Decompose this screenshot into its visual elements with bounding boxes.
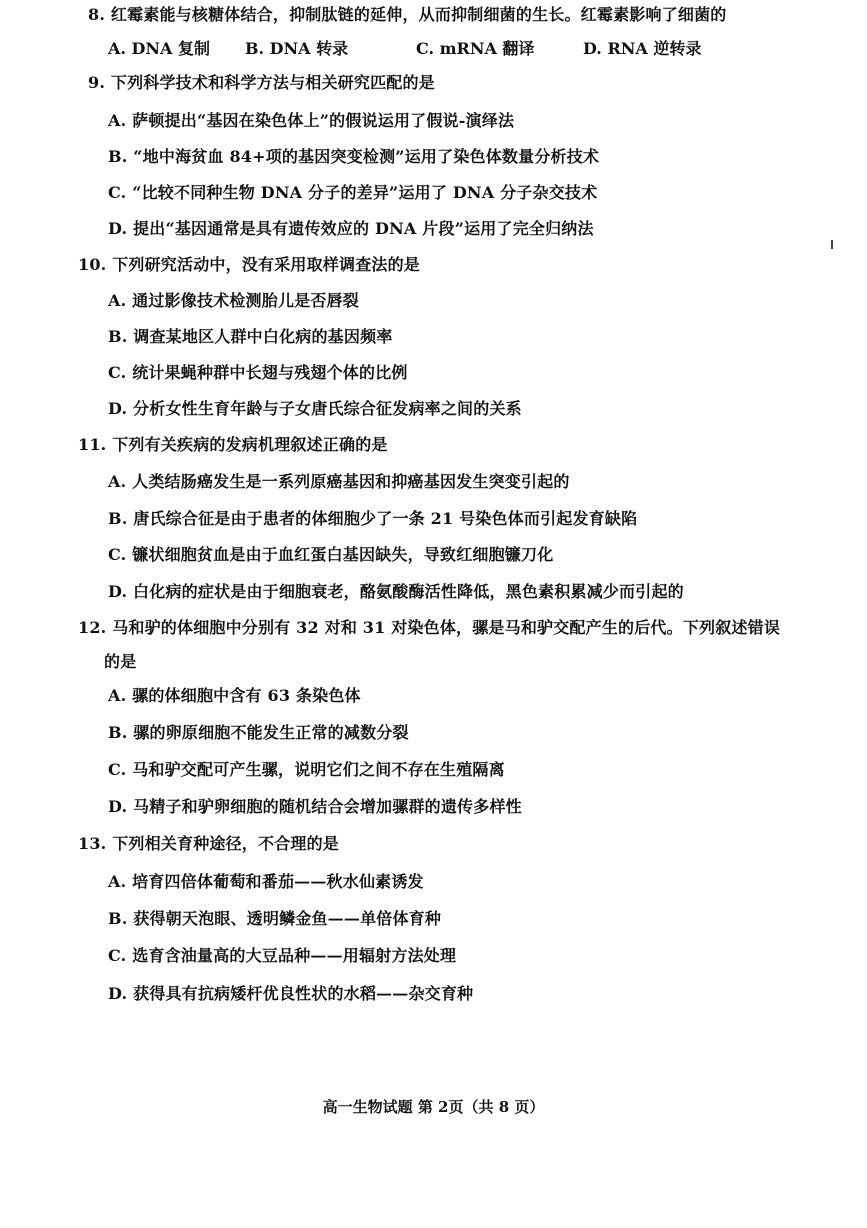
question-11-option-c: C. 镰状细胞贫血是由于血红蛋白基因缺失，导致红细胞镰刀化 — [108, 545, 554, 564]
question-8-option-c: C. mRNA 翻译 — [416, 39, 535, 58]
question-8-option-d: D. RNA 逆转录 — [583, 39, 702, 58]
question-10-option-c: C. 统计果蝇种群中长翅与残翅个体的比例 — [108, 363, 408, 382]
question-12-option-b: B. 骡的卵原细胞不能发生正常的减数分裂 — [108, 723, 409, 742]
question-10-option-b: B. 调查某地区人群中白化病的基因频率 — [108, 327, 393, 346]
question-11-option-b: B. 唐氏综合征是由于患者的体细胞少了一条 21 号染色体而引起发育缺陷 — [108, 509, 638, 528]
question-11-option-d: D. 白化病的症状是由于细胞衰老，酪氨酸酶活性降低，黑色素积累减少而引起的 — [108, 582, 684, 601]
question-8-option-b: B. DNA 转录 — [245, 39, 349, 58]
question-11-option-a: A. 人类结肠癌发生是一系列原癌基因和抑癌基因发生突变引起的 — [108, 472, 570, 491]
question-13-option-d: D. 获得具有抗病矮杆优良性状的水稻——杂交育种 — [108, 984, 474, 1003]
question-9-option-c: C. “比较不同种生物 DNA 分子的差异”运用了 DNA 分子杂交技术 — [108, 183, 598, 202]
question-12-option-d: D. 马精子和驴卵细胞的随机结合会增加骡群的遗传多样性 — [108, 797, 522, 816]
question-9-option-d: D. 提出“基因通常是具有遗传效应的 DNA 片段”运用了完全归纳法 — [108, 219, 594, 238]
question-8-stem: 8. 红霉素能与核糖体结合，抑制肽链的延伸，从而抑制细菌的生长。红霉素影响了细菌的 — [88, 5, 727, 24]
question-9-stem: 9. 下列科学技术和科学方法与相关研究匹配的是 — [88, 73, 435, 92]
page-footer: 高一生物试题 第 2页（共 8 页） — [322, 1098, 545, 1116]
question-12-stem: 12. 马和驴的体细胞中分别有 32 对和 31 对染色体，骡是马和驴交配产生的后代。下列叙述错误 — [78, 618, 781, 637]
question-12-option-c: C. 马和驴交配可产生骡，说明它们之间不存在生殖隔离 — [108, 760, 505, 779]
question-10-option-a: A. 通过影像技术检测胎儿是否唇裂 — [108, 291, 359, 310]
question-10-option-d: D. 分析女性生育年龄与子女唐氏综合征发病率之间的关系 — [108, 399, 522, 418]
question-11-stem: 11. 下列有关疾病的发病机理叙述正确的是 — [78, 435, 388, 454]
scan-mark — [831, 240, 833, 249]
question-13-option-a: A. 培育四倍体葡萄和番茄——秋水仙素诱发 — [108, 872, 424, 891]
question-12-stem-continued: 的是 — [104, 652, 137, 671]
question-10-stem: 10. 下列研究活动中，没有采用取样调查法的是 — [78, 255, 421, 274]
question-8-option-a: A. DNA 复制 — [108, 39, 211, 58]
question-13-stem: 13. 下列相关育种途径，不合理的是 — [78, 834, 340, 853]
question-9-option-b: B. “地中海贫血 84+项的基因突变检测”运用了染色体数量分析技术 — [108, 147, 600, 166]
question-13-option-b: B. 获得朝天泡眼、透明鳞金鱼——单倍体育种 — [108, 909, 442, 928]
question-9-option-a: A. 萨顿提出“基因在染色体上”的假说运用了假说-演绎法 — [108, 111, 515, 130]
question-12-option-a: A. 骡的体细胞中含有 63 条染色体 — [108, 686, 361, 705]
question-13-option-c: C. 选育含油量高的大豆品种——用辐射方法处理 — [108, 946, 457, 965]
